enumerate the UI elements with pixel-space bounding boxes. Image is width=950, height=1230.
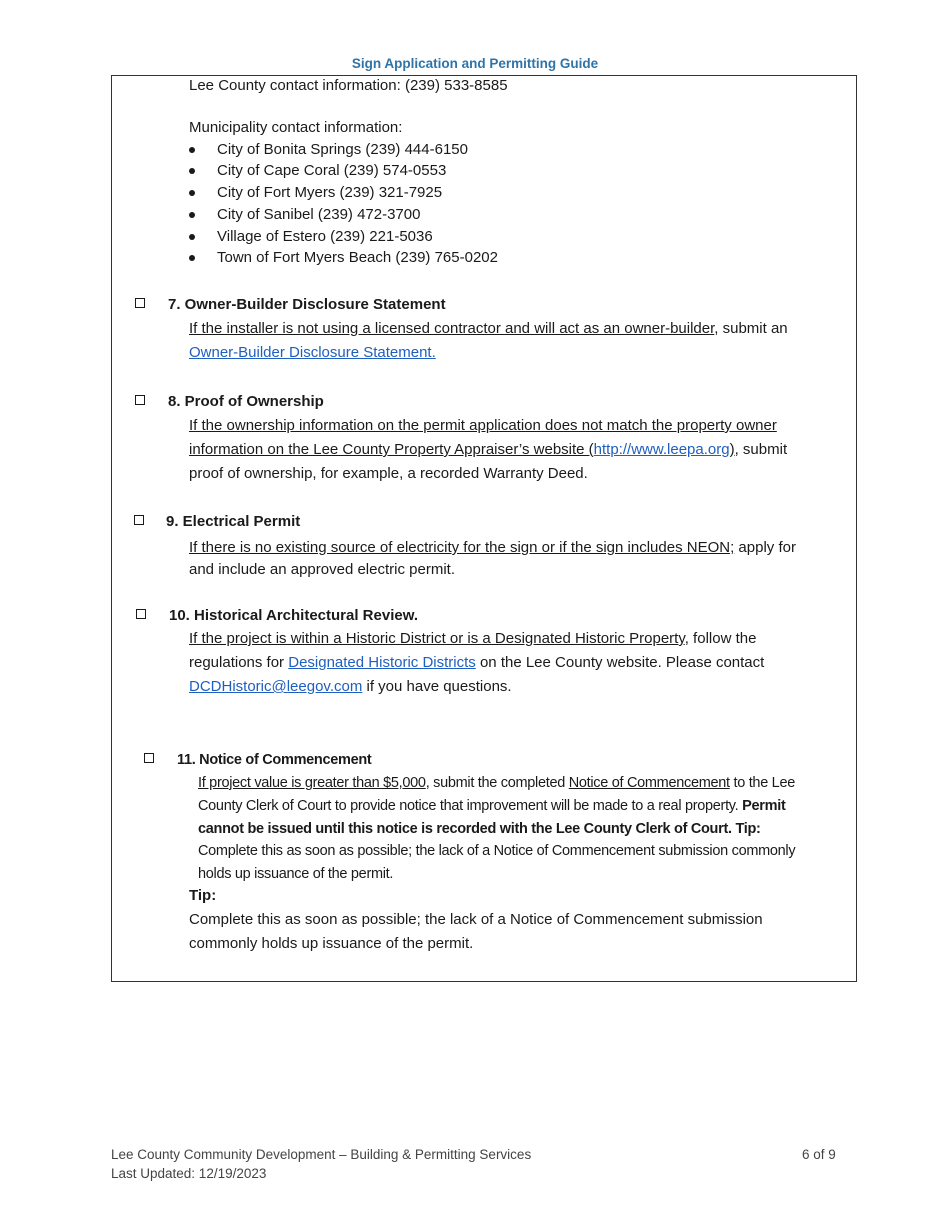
- item11-tip-line1: Complete this as soon as possible; the lack of a Notice of Commencement submission: [189, 911, 763, 928]
- item7-line1: If the installer is not using a licensed contractor and will act as an owner-builder, submit an: [189, 320, 788, 337]
- footer-updated: Last Updated: 12/19/2023: [111, 1166, 267, 1181]
- item9-checkbox[interactable]: [134, 515, 144, 525]
- item8-line2: information on the Lee County Property Appraiser’s website (http://www.leepa.org), submit: [189, 441, 788, 458]
- item9-title: 9. Electrical Permit: [166, 513, 301, 530]
- item11-tip-label: Tip:: [189, 887, 217, 904]
- item11-line4: Complete this as soon as possible; the lack of a Notice of Commencement submission commonly: [198, 843, 796, 859]
- bullet-icon: [189, 255, 195, 261]
- bullet-icon: [189, 147, 195, 153]
- bullet-icon: [189, 212, 195, 218]
- item10-title: 10. Historical Architectural Review.: [169, 607, 418, 624]
- item8-title: 8. Proof of Ownership: [168, 393, 324, 410]
- page-number: 6 of 9: [802, 1147, 836, 1162]
- lee-county-contact: Lee County contact information: (239) 533-8585: [189, 77, 508, 94]
- item8-line1: If the ownership information on the permit application does not match the property owner: [189, 417, 777, 434]
- dcd-historic-email-link[interactable]: DCDHistoric@leegov.com: [189, 678, 363, 695]
- item9-line2: and include an approved electric permit.: [189, 561, 455, 578]
- item10-line1: If the project is within a Historic District or is a Designated Historic Property, follow the: [189, 630, 757, 647]
- item11-line1: If project value is greater than $5,000, submit the completed Notice of Commencement to the Lee: [198, 775, 795, 791]
- item11-checkbox[interactable]: [144, 753, 154, 763]
- item10-line2: regulations for Designated Historic Districts on the Lee County website. Please contact: [189, 654, 765, 671]
- item11-tip-line2: commonly holds up issuance of the permit.: [189, 935, 474, 952]
- item11-line3: cannot be issued until this notice is recorded with the Lee County Clerk of Court. Tip:: [198, 821, 761, 837]
- item10-line3: DCDHistoric@leegov.com if you have questions.: [189, 678, 512, 695]
- item10-checkbox[interactable]: [136, 609, 146, 619]
- item11-line2: County Clerk of Court to provide notice that improvement will be made to a real property. Permit: [198, 798, 786, 814]
- designated-historic-districts-link[interactable]: Designated Historic Districts: [288, 654, 476, 671]
- item7-checkbox[interactable]: [135, 298, 145, 308]
- leepa-link[interactable]: http://www.leepa.org: [593, 441, 730, 458]
- page-header-title: Sign Application and Permitting Guide: [351, 56, 599, 71]
- bullet-icon: [189, 234, 195, 240]
- item9-line1: If there is no existing source of electricity for the sign or if the sign includes NEON; apply for: [189, 539, 796, 556]
- item7-line2: [189, 341, 436, 365]
- notice-of-commencement-link[interactable]: Notice of Commencement: [568, 775, 730, 791]
- item11-title: 11. Notice of Commencement: [177, 752, 372, 768]
- item11-line5: holds up issuance of the permit.: [198, 866, 394, 882]
- bullet-icon: [189, 190, 195, 196]
- item8-checkbox[interactable]: [135, 395, 145, 405]
- municipality-contact-label: Municipality contact information:: [189, 119, 403, 136]
- item7-title: 7. Owner-Builder Disclosure Statement: [168, 296, 446, 313]
- owner-builder-disclosure-link[interactable]: Owner-Builder Disclosure Statement.: [189, 344, 436, 361]
- footer-org: Lee County Community Development – Building & Permitting Services: [111, 1147, 532, 1162]
- checklist-box: Lee County contact information: (239) 533-8585 Municipality contact information: City of Bonita Springs (239) 444-6150 City of Cape Coral (239) 574-0553 City of Fort Myers (239) 321-7925 City of Sanibel (239) 472-3700 Village of Estero (239) 221-5036 Town of Fort Myers Beach (239) 765-0202 7. Owner-Builder Disclosure Statement If the installer is not using a licensed contractor and will act as an owner-builder, submit an Owner-Builder Disclosure Statement. 8. Proof of Ownership If the ownership information on the permit application does not match the property owner information on the Lee County Property Appraiser’s website (http://www.leepa.org), submit proof of ownership, for example, a recorded Warranty Deed. 9. Electrical Permit If there is no existing source of electricity for the sign or if the sign includes NEON; apply for and include an approved electric permit. 10. Historical Architectural Review. If the project is within a Historic District or is a Designated Historic Property, follow the regulations for Designated Historic Districts on the Lee County website. Please contact DCDHistoric@leegov.com if you have questions. 11. Notice of Commencement If project value is greater than $5,000, submit the completed Notice of Commencement to the Lee County Clerk of Court to provide notice that improvement will be made to a real property. Permit cannot be issued until this notice is recorded with the Lee County Clerk of Court. Tip: Complete this as soon as possible; the lack of a Notice of Commencement submission commonly holds up issuance of the permit. Tip: Complete this as soon as possible; the lack of a Notice of Commencement submission commonly holds up issuance of the permit.: [111, 75, 857, 982]
- bullet-icon: [189, 168, 195, 174]
- item8-line3: proof of ownership, for example, a recorded Warranty Deed.: [189, 465, 588, 482]
